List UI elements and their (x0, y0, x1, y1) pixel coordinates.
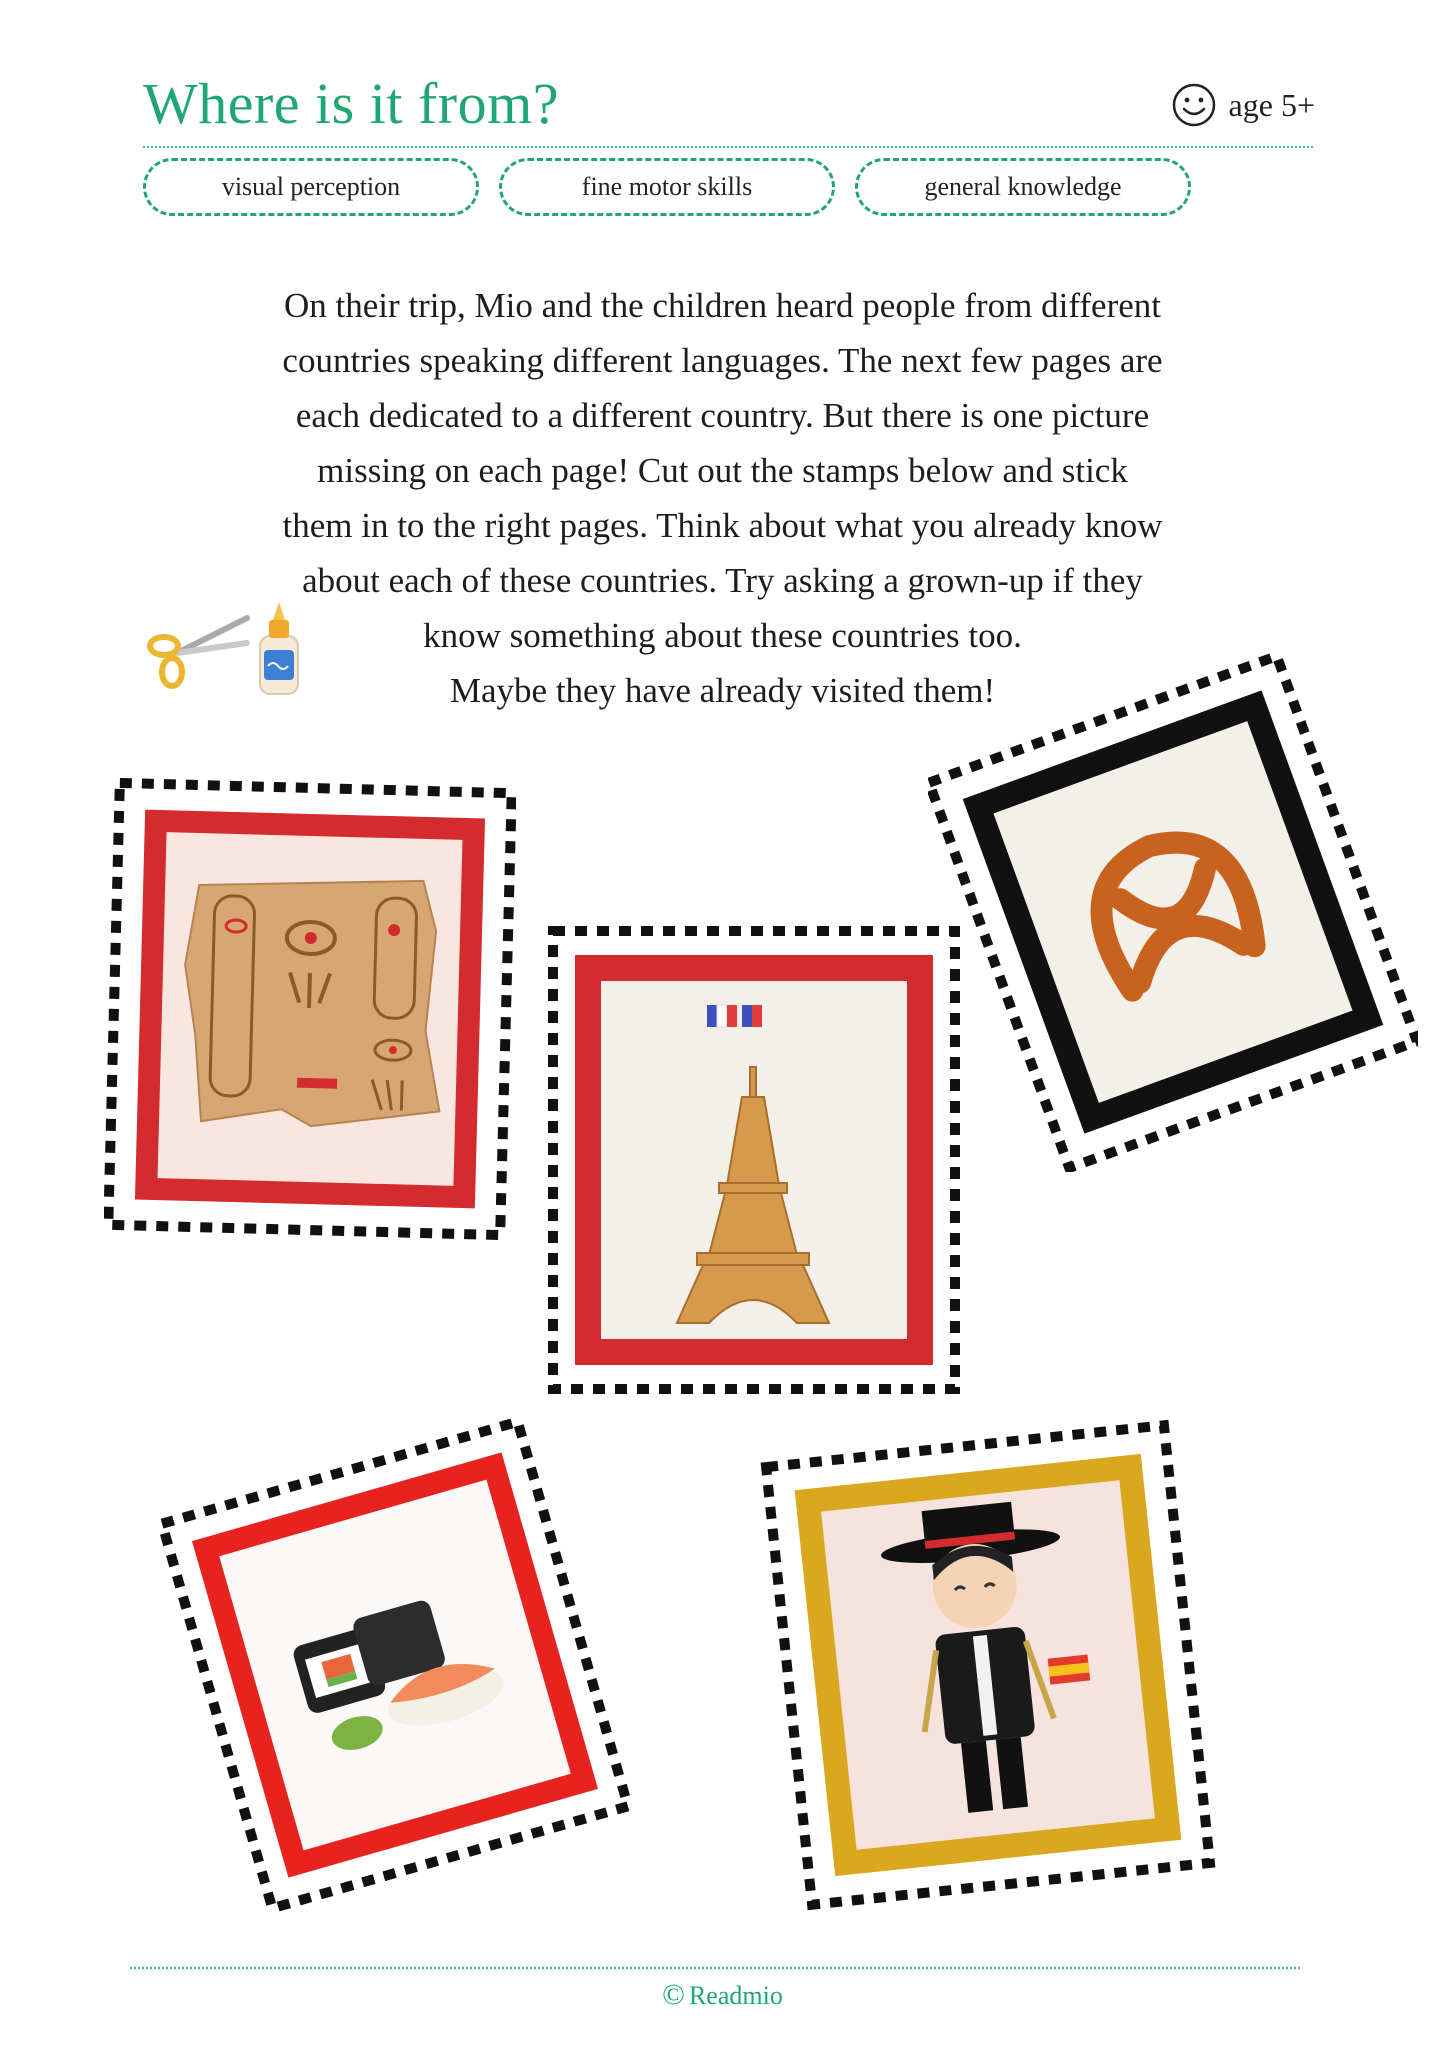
instructions-line: countries speaking different languages. The next few pages are (282, 341, 1163, 380)
instructions-line: know something about these countries too. (423, 616, 1022, 655)
copyright-icon: © (662, 1978, 685, 2011)
instructions-line: Maybe they have already visited them! (449, 671, 996, 710)
instructions-line: missing on each page! Cut out the stamps below and stick (317, 451, 1128, 490)
footer-divider (130, 1967, 1300, 1969)
stamp-egypt-hieroglyphs[interactable] (104, 778, 516, 1240)
tag-fine-motor-skills: fine motor skills (499, 158, 835, 216)
hieroglyphs-papyrus-icon (181, 875, 445, 1130)
footer (0, 1978, 1445, 2012)
page-title: Where is it from? (143, 71, 559, 136)
skill-tags (143, 158, 1191, 216)
french-flag-icon (707, 1005, 762, 1027)
stamp-germany-pretzel[interactable] (928, 652, 1418, 1172)
age-badge (1171, 82, 1315, 128)
smiley-icon (1171, 82, 1217, 128)
stamp-france-eiffel-tower[interactable] (547, 925, 961, 1395)
stamp-spain-flamenco[interactable] (738, 1395, 1238, 1935)
tag-general-knowledge: general knowledge (855, 158, 1191, 216)
scissors-icon (150, 618, 247, 686)
tag-visual-perception: visual perception (143, 158, 479, 216)
age-label: age 5+ (1228, 86, 1315, 123)
glue-bottle-icon (260, 602, 298, 694)
instructions-line: about each of these countries. Try asking a grown-up if they (302, 561, 1143, 600)
instructions-line: them in to the right pages. Think about what you already know (282, 506, 1163, 545)
craft-tools (142, 598, 312, 698)
header-divider (143, 146, 1313, 148)
stamp-japan-sushi[interactable] (150, 1410, 640, 1920)
brand-name: Readmio (688, 1981, 783, 2010)
instructions-line: each dedicated to a different country. But there is one picture (295, 396, 1150, 435)
instructions-line: On their trip, Mio and the children heard people from different (284, 286, 1161, 325)
